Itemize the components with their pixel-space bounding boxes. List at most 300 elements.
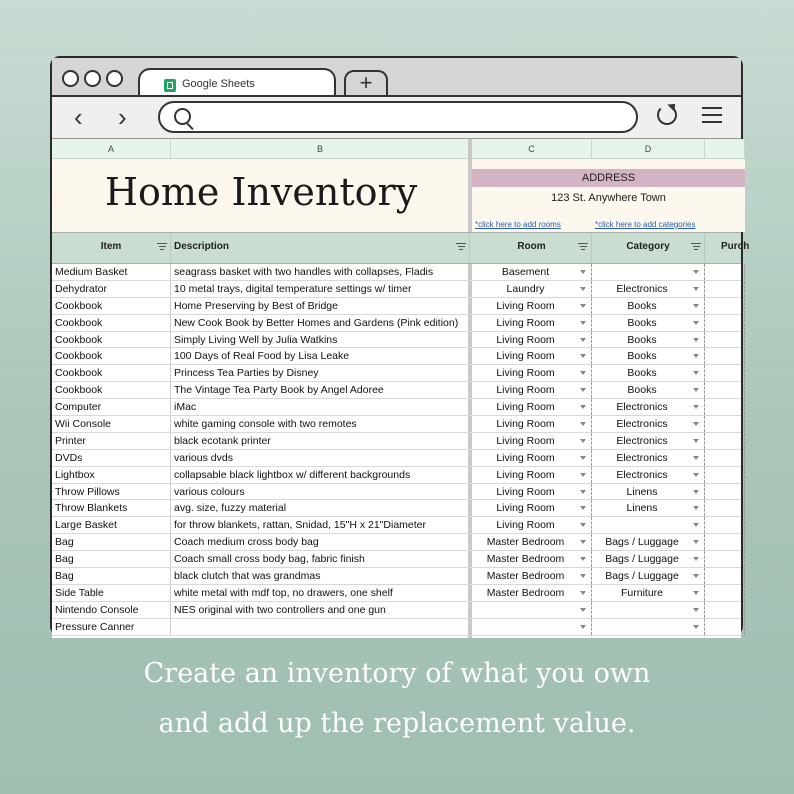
- dropdown-arrow-icon[interactable]: [693, 557, 699, 561]
- room-cell-text: Living Room: [496, 367, 555, 380]
- description-cell[interactable]: [171, 281, 470, 297]
- dropdown-arrow-icon[interactable]: [580, 338, 586, 342]
- room-cell-text: Laundry: [506, 282, 545, 295]
- category-header-label: Category: [626, 241, 670, 252]
- purchase-cell[interactable]: [705, 315, 745, 331]
- description-cell[interactable]: [171, 568, 470, 584]
- category-cell-text: Bags / Luggage: [605, 553, 679, 566]
- browser-tab[interactable]: [138, 68, 336, 98]
- dropdown-arrow-icon[interactable]: [580, 270, 586, 274]
- caption-line-2: and add up the replacement value.: [158, 708, 636, 739]
- dropdown-arrow-icon[interactable]: [693, 321, 699, 325]
- category-cell-text: Books: [627, 367, 657, 380]
- room-cell[interactable]: [472, 467, 592, 483]
- category-cell-text: Electronics: [616, 282, 668, 295]
- item-cell-text: Cookbook: [55, 316, 103, 329]
- title-bar: [52, 58, 741, 95]
- dropdown-arrow-icon[interactable]: [580, 405, 586, 409]
- add-categories-link[interactable]: *click here to add categories: [595, 220, 696, 229]
- dropdown-arrow-icon[interactable]: [693, 574, 699, 578]
- column-header-e[interactable]: [705, 139, 745, 159]
- dropdown-arrow-icon[interactable]: [580, 371, 586, 375]
- description-cell[interactable]: [171, 467, 470, 483]
- category-cell[interactable]: [592, 365, 705, 381]
- table-row[interactable]: [52, 348, 741, 365]
- category-cell-text: Electronics: [616, 401, 668, 414]
- dropdown-arrow-icon[interactable]: [580, 540, 586, 544]
- dropdown-arrow-icon[interactable]: [580, 574, 586, 578]
- menu-icon[interactable]: [702, 107, 722, 123]
- item-cell-text: Cookbook: [55, 367, 103, 380]
- table-row[interactable]: [52, 399, 741, 416]
- room-cell-text: Master Bedroom: [486, 536, 565, 549]
- table-row[interactable]: [52, 298, 741, 315]
- category-cell-text: Electronics: [616, 451, 668, 464]
- room-cell[interactable]: [472, 585, 592, 601]
- room-cell[interactable]: [472, 382, 592, 398]
- dropdown-arrow-icon[interactable]: [580, 490, 586, 494]
- dropdown-arrow-icon[interactable]: [693, 388, 699, 392]
- category-cell-text: Electronics: [616, 434, 668, 447]
- room-cell-text: Living Room: [496, 502, 555, 515]
- description-cell-text: The Vintage Tea Party Book by Angel Adoree: [174, 384, 384, 397]
- purchase-cell[interactable]: [705, 416, 745, 432]
- description-cell[interactable]: [171, 416, 470, 432]
- description-cell-text: iMac: [174, 401, 197, 414]
- category-cell[interactable]: [592, 399, 705, 415]
- purchase-cell[interactable]: [705, 382, 745, 398]
- purchase-cell[interactable]: [705, 484, 745, 500]
- category-cell-text: Bags / Luggage: [605, 536, 679, 549]
- purchase-cell[interactable]: [705, 399, 745, 415]
- dropdown-arrow-icon[interactable]: [580, 354, 586, 358]
- room-cell[interactable]: [472, 416, 592, 432]
- description-cell-text: white metal with mdf top, no drawers, one shelf: [174, 586, 393, 599]
- item-cell-text: Nintendo Console: [55, 603, 139, 616]
- forward-button[interactable]: ›: [118, 102, 127, 132]
- description-cell[interactable]: [171, 315, 470, 331]
- category-cell-text: Linens: [626, 502, 658, 515]
- description-cell[interactable]: [171, 484, 470, 500]
- dropdown-arrow-icon[interactable]: [580, 523, 586, 527]
- description-cell[interactable]: [171, 619, 470, 635]
- address-header: ADDRESS: [472, 169, 745, 187]
- item-cell[interactable]: [52, 568, 171, 584]
- description-header-label: Description: [174, 241, 230, 252]
- dropdown-arrow-icon[interactable]: [693, 270, 699, 274]
- dropdown-arrow-icon[interactable]: [693, 456, 699, 460]
- new-tab-button[interactable]: +: [344, 70, 388, 97]
- table-row[interactable]: [52, 500, 741, 517]
- table-row[interactable]: [52, 602, 741, 619]
- description-cell-text: Home Preserving by Best of Bridge: [174, 299, 338, 312]
- purchase-cell[interactable]: [705, 568, 745, 584]
- table-row[interactable]: [52, 433, 741, 450]
- room-cell[interactable]: [472, 500, 592, 516]
- room-cell[interactable]: [472, 315, 592, 331]
- room-cell[interactable]: [472, 399, 592, 415]
- category-cell[interactable]: [592, 315, 705, 331]
- room-cell-text: Living Room: [496, 468, 555, 481]
- description-cell[interactable]: [171, 517, 470, 533]
- caption-line-1: Create an inventory of what you own: [143, 658, 651, 689]
- room-cell[interactable]: [472, 281, 592, 297]
- purchase-cell[interactable]: [705, 281, 745, 297]
- category-cell[interactable]: [592, 551, 705, 567]
- item-cell-text: Side Table: [55, 586, 104, 599]
- filter-icon[interactable]: [157, 243, 167, 251]
- room-cell-text: Master Bedroom: [486, 570, 565, 583]
- table-row[interactable]: [52, 484, 741, 501]
- room-cell[interactable]: [472, 619, 592, 635]
- description-cell-text: Coach small cross body bag, fabric finish: [174, 553, 365, 566]
- room-cell-text: Living Room: [496, 350, 555, 363]
- room-header[interactable]: [472, 233, 592, 263]
- item-cell-text: Cookbook: [55, 333, 103, 346]
- description-cell[interactable]: [171, 534, 470, 550]
- dropdown-arrow-icon[interactable]: [580, 287, 586, 291]
- item-cell[interactable]: [52, 315, 171, 331]
- column-header-a[interactable]: A: [52, 139, 171, 159]
- room-cell-text: Master Bedroom: [486, 586, 565, 599]
- room-cell-text: Living Room: [496, 519, 555, 532]
- category-cell-text: Linens: [626, 485, 658, 498]
- table-row[interactable]: [52, 619, 741, 636]
- search-icon: [174, 108, 191, 125]
- item-cell[interactable]: [52, 416, 171, 432]
- room-cell-text: Living Room: [496, 401, 555, 414]
- room-cell[interactable]: [472, 534, 592, 550]
- item-cell[interactable]: [52, 551, 171, 567]
- room-cell[interactable]: [472, 264, 592, 280]
- item-cell[interactable]: [52, 585, 171, 601]
- table-row[interactable]: [52, 534, 741, 551]
- dropdown-arrow-icon[interactable]: [693, 523, 699, 527]
- dropdown-arrow-icon[interactable]: [580, 557, 586, 561]
- dropdown-arrow-icon[interactable]: [580, 321, 586, 325]
- header-row: [52, 232, 750, 264]
- item-cell[interactable]: [52, 298, 171, 314]
- category-cell[interactable]: [592, 467, 705, 483]
- purchase-cell[interactable]: [705, 332, 745, 348]
- item-cell[interactable]: [52, 382, 171, 398]
- item-cell[interactable]: [52, 332, 171, 348]
- dropdown-arrow-icon[interactable]: [580, 304, 586, 308]
- item-cell[interactable]: [52, 399, 171, 415]
- filter-icon[interactable]: [691, 243, 701, 251]
- room-cell[interactable]: [472, 332, 592, 348]
- room-cell-text: Living Room: [496, 451, 555, 464]
- description-cell[interactable]: [171, 450, 470, 466]
- item-cell[interactable]: [52, 534, 171, 550]
- room-cell-text: Master Bedroom: [486, 553, 565, 566]
- description-cell-text: 10 metal trays, digital temperature settings w/ timer: [174, 282, 412, 295]
- description-cell[interactable]: [171, 585, 470, 601]
- room-cell[interactable]: [472, 568, 592, 584]
- maximize-window-dot[interactable]: [106, 70, 123, 87]
- description-cell-text: seagrass basket with two handles with collapses, Fladis: [174, 266, 434, 278]
- item-cell[interactable]: [52, 467, 171, 483]
- category-cell-text: Furniture: [620, 586, 663, 599]
- description-cell-text: NES original with two controllers and one gun: [174, 603, 386, 616]
- room-cell[interactable]: [472, 450, 592, 466]
- item-cell-text: Bag: [55, 536, 74, 549]
- table-row[interactable]: [52, 467, 741, 484]
- description-cell-text: black ecotank printer: [174, 434, 271, 447]
- item-cell-text: Dehydrator: [55, 282, 107, 295]
- purchase-cell[interactable]: [705, 264, 745, 280]
- dropdown-arrow-icon[interactable]: [693, 422, 699, 426]
- dropdown-arrow-icon[interactable]: [580, 625, 586, 629]
- purchase-cell[interactable]: [705, 467, 745, 483]
- room-cell[interactable]: [472, 602, 592, 618]
- purchase-cell[interactable]: [705, 602, 745, 618]
- table-row[interactable]: [52, 382, 741, 399]
- item-cell-text: DVDs: [55, 451, 83, 464]
- item-cell[interactable]: [52, 517, 171, 533]
- navigation-bar: [52, 95, 741, 139]
- description-cell-text: various colours: [174, 485, 245, 498]
- category-cell-text: Books: [627, 333, 657, 346]
- category-cell-text: Bags / Luggage: [605, 570, 679, 583]
- filter-icon[interactable]: [456, 243, 466, 251]
- dropdown-arrow-icon[interactable]: [580, 506, 586, 510]
- title-banner: [52, 159, 470, 232]
- dropdown-arrow-icon[interactable]: [693, 608, 699, 612]
- description-header[interactable]: [171, 233, 470, 263]
- category-cell[interactable]: [592, 298, 705, 314]
- reload-icon[interactable]: [657, 105, 677, 125]
- description-cell-text: New Cook Book by Better Homes and Gardens (Pink edition): [174, 316, 459, 329]
- category-cell[interactable]: [592, 382, 705, 398]
- table-row[interactable]: [52, 568, 741, 585]
- item-cell[interactable]: [52, 484, 171, 500]
- room-header-label: Room: [517, 241, 546, 252]
- room-cell-text: Living Room: [496, 418, 555, 431]
- item-cell[interactable]: [52, 365, 171, 381]
- dropdown-arrow-icon[interactable]: [693, 371, 699, 375]
- dropdown-arrow-icon[interactable]: [693, 405, 699, 409]
- dropdown-arrow-icon[interactable]: [693, 490, 699, 494]
- room-cell[interactable]: [472, 484, 592, 500]
- minimize-window-dot[interactable]: [84, 70, 101, 87]
- category-cell-text: Books: [627, 384, 657, 397]
- item-cell[interactable]: [52, 281, 171, 297]
- dropdown-arrow-icon[interactable]: [693, 625, 699, 629]
- category-cell[interactable]: [592, 416, 705, 432]
- room-cell-text: Living Room: [496, 384, 555, 397]
- item-cell-text: Cookbook: [55, 299, 103, 312]
- dropdown-arrow-icon[interactable]: [580, 439, 586, 443]
- dropdown-arrow-icon[interactable]: [580, 388, 586, 392]
- item-cell-text: Printer: [55, 434, 86, 447]
- description-cell-text: for throw blankets, rattan, Snidad, 15"H x 21"Diameter: [174, 519, 426, 532]
- description-cell[interactable]: [171, 399, 470, 415]
- column-header-c[interactable]: C: [472, 139, 592, 159]
- filter-icon[interactable]: [578, 243, 588, 251]
- item-cell[interactable]: [52, 264, 171, 280]
- item-cell[interactable]: [52, 500, 171, 516]
- category-cell-text: Books: [627, 350, 657, 363]
- address-bar[interactable]: [158, 101, 638, 133]
- purchase-cell[interactable]: [705, 585, 745, 601]
- description-cell-text: collapsable black lightbox w/ different backgrounds: [174, 468, 411, 481]
- table-row[interactable]: [52, 281, 741, 298]
- column-header-b[interactable]: B: [171, 139, 470, 159]
- description-cell[interactable]: [171, 298, 470, 314]
- browser-window: [50, 56, 750, 636]
- dropdown-arrow-icon[interactable]: [580, 591, 586, 595]
- room-cell-text: Living Room: [496, 485, 555, 498]
- description-cell-text: Coach medium cross body bag: [174, 536, 319, 549]
- category-cell[interactable]: [592, 517, 705, 533]
- description-cell[interactable]: [171, 264, 470, 280]
- room-cell-text: Living Room: [496, 434, 555, 447]
- description-cell-text: 100 Days of Real Food by Lisa Leake: [174, 350, 350, 363]
- dropdown-arrow-icon[interactable]: [693, 354, 699, 358]
- table-row[interactable]: [52, 450, 741, 467]
- room-cell-text: Living Room: [496, 316, 555, 329]
- table-row[interactable]: [52, 585, 741, 602]
- category-cell[interactable]: [592, 585, 705, 601]
- table-row[interactable]: [52, 365, 741, 382]
- category-cell-text: Electronics: [616, 468, 668, 481]
- category-cell-text: Books: [627, 316, 657, 329]
- item-header[interactable]: [52, 233, 171, 263]
- dropdown-arrow-icon[interactable]: [580, 608, 586, 612]
- description-cell[interactable]: [171, 332, 470, 348]
- purchase-cell[interactable]: [705, 551, 745, 567]
- dropdown-arrow-icon[interactable]: [580, 456, 586, 460]
- inventory-rows: [52, 264, 741, 636]
- category-cell[interactable]: [592, 332, 705, 348]
- item-cell[interactable]: [52, 433, 171, 449]
- item-header-label: Item: [100, 241, 122, 252]
- purchase-cell[interactable]: [705, 500, 745, 516]
- room-cell-text: Living Room: [496, 299, 555, 312]
- dropdown-arrow-icon[interactable]: [693, 287, 699, 291]
- description-cell-text: white gaming console with two remotes: [174, 418, 357, 431]
- item-cell-text: Wii Console: [55, 418, 112, 431]
- item-cell[interactable]: [52, 348, 171, 364]
- description-cell-text: various dvds: [174, 451, 233, 464]
- close-window-dot[interactable]: [62, 70, 79, 87]
- sheet-title: Home Inventory: [104, 170, 418, 214]
- table-row[interactable]: [52, 416, 741, 433]
- back-button[interactable]: ‹: [74, 102, 83, 132]
- item-cell-text: Cookbook: [55, 350, 103, 363]
- description-cell[interactable]: [171, 382, 470, 398]
- add-rooms-link[interactable]: *click here to add rooms: [475, 220, 561, 229]
- table-row[interactable]: [52, 332, 741, 349]
- category-cell[interactable]: [592, 433, 705, 449]
- room-cell[interactable]: [472, 517, 592, 533]
- room-cell[interactable]: [472, 433, 592, 449]
- purchase-cell[interactable]: [705, 534, 745, 550]
- table-row[interactable]: [52, 315, 741, 332]
- category-cell[interactable]: [592, 484, 705, 500]
- dropdown-arrow-icon[interactable]: [693, 338, 699, 342]
- description-cell-text: avg. size, fuzzy material: [174, 502, 287, 515]
- category-cell-text: Books: [627, 299, 657, 312]
- table-row[interactable]: [52, 517, 741, 534]
- spreadsheet: [52, 139, 750, 638]
- item-cell[interactable]: [52, 619, 171, 635]
- purchase-cell[interactable]: [705, 365, 745, 381]
- dropdown-arrow-icon[interactable]: [693, 506, 699, 510]
- room-cell-text: Basement: [501, 266, 550, 278]
- description-cell-text: black clutch that was grandmas: [174, 570, 321, 583]
- table-row[interactable]: [52, 551, 741, 568]
- purchase-cell[interactable]: [705, 348, 745, 364]
- purchase-header-label: Purch: [721, 241, 750, 252]
- category-cell-text: Electronics: [616, 418, 668, 431]
- description-cell[interactable]: [171, 551, 470, 567]
- item-cell-text: Medium Basket: [55, 266, 128, 278]
- dropdown-arrow-icon[interactable]: [580, 422, 586, 426]
- description-cell[interactable]: [171, 348, 470, 364]
- purchase-header[interactable]: [705, 233, 750, 263]
- category-cell[interactable]: [592, 281, 705, 297]
- description-cell[interactable]: [171, 500, 470, 516]
- item-cell-text: Large Basket: [55, 519, 117, 532]
- category-cell[interactable]: [592, 602, 705, 618]
- description-cell[interactable]: [171, 365, 470, 381]
- item-cell-text: Bag: [55, 553, 74, 566]
- category-cell[interactable]: [592, 568, 705, 584]
- item-cell-text: Cookbook: [55, 384, 103, 397]
- room-cell-text: Living Room: [496, 333, 555, 346]
- column-header-d[interactable]: D: [592, 139, 705, 159]
- category-cell[interactable]: [592, 534, 705, 550]
- category-cell[interactable]: [592, 500, 705, 516]
- description-cell-text: Princess Tea Parties by Disney: [174, 367, 319, 380]
- description-cell-text: Simply Living Well by Julia Watkins: [174, 333, 338, 346]
- category-cell[interactable]: [592, 348, 705, 364]
- dropdown-arrow-icon[interactable]: [693, 591, 699, 595]
- item-cell[interactable]: [52, 602, 171, 618]
- room-cell[interactable]: [472, 348, 592, 364]
- dropdown-arrow-icon[interactable]: [693, 304, 699, 308]
- purchase-cell[interactable]: [705, 450, 745, 466]
- google-sheets-icon: [164, 79, 176, 92]
- purchase-cell[interactable]: [705, 433, 745, 449]
- dropdown-arrow-icon[interactable]: [580, 473, 586, 477]
- room-cell[interactable]: [472, 298, 592, 314]
- purchase-cell[interactable]: [705, 517, 745, 533]
- item-cell-text: Bag: [55, 570, 74, 583]
- room-cell[interactable]: [472, 365, 592, 381]
- room-cell[interactable]: [472, 551, 592, 567]
- description-cell[interactable]: [171, 602, 470, 618]
- category-cell[interactable]: [592, 619, 705, 635]
- address-value[interactable]: 123 St. Anywhere Town: [551, 192, 666, 204]
- purchase-cell[interactable]: [705, 619, 745, 635]
- tab-title: Google Sheets: [182, 78, 255, 90]
- dropdown-arrow-icon[interactable]: [693, 540, 699, 544]
- description-cell[interactable]: [171, 433, 470, 449]
- category-cell[interactable]: [592, 450, 705, 466]
- purchase-cell[interactable]: [705, 298, 745, 314]
- dropdown-arrow-icon[interactable]: [693, 439, 699, 443]
- category-header[interactable]: [592, 233, 705, 263]
- dropdown-arrow-icon[interactable]: [693, 473, 699, 477]
- category-cell[interactable]: [592, 264, 705, 280]
- table-row[interactable]: [52, 264, 741, 281]
- item-cell[interactable]: [52, 450, 171, 466]
- item-cell-text: Computer: [55, 401, 102, 414]
- item-cell-text: Throw Pillows: [55, 485, 120, 498]
